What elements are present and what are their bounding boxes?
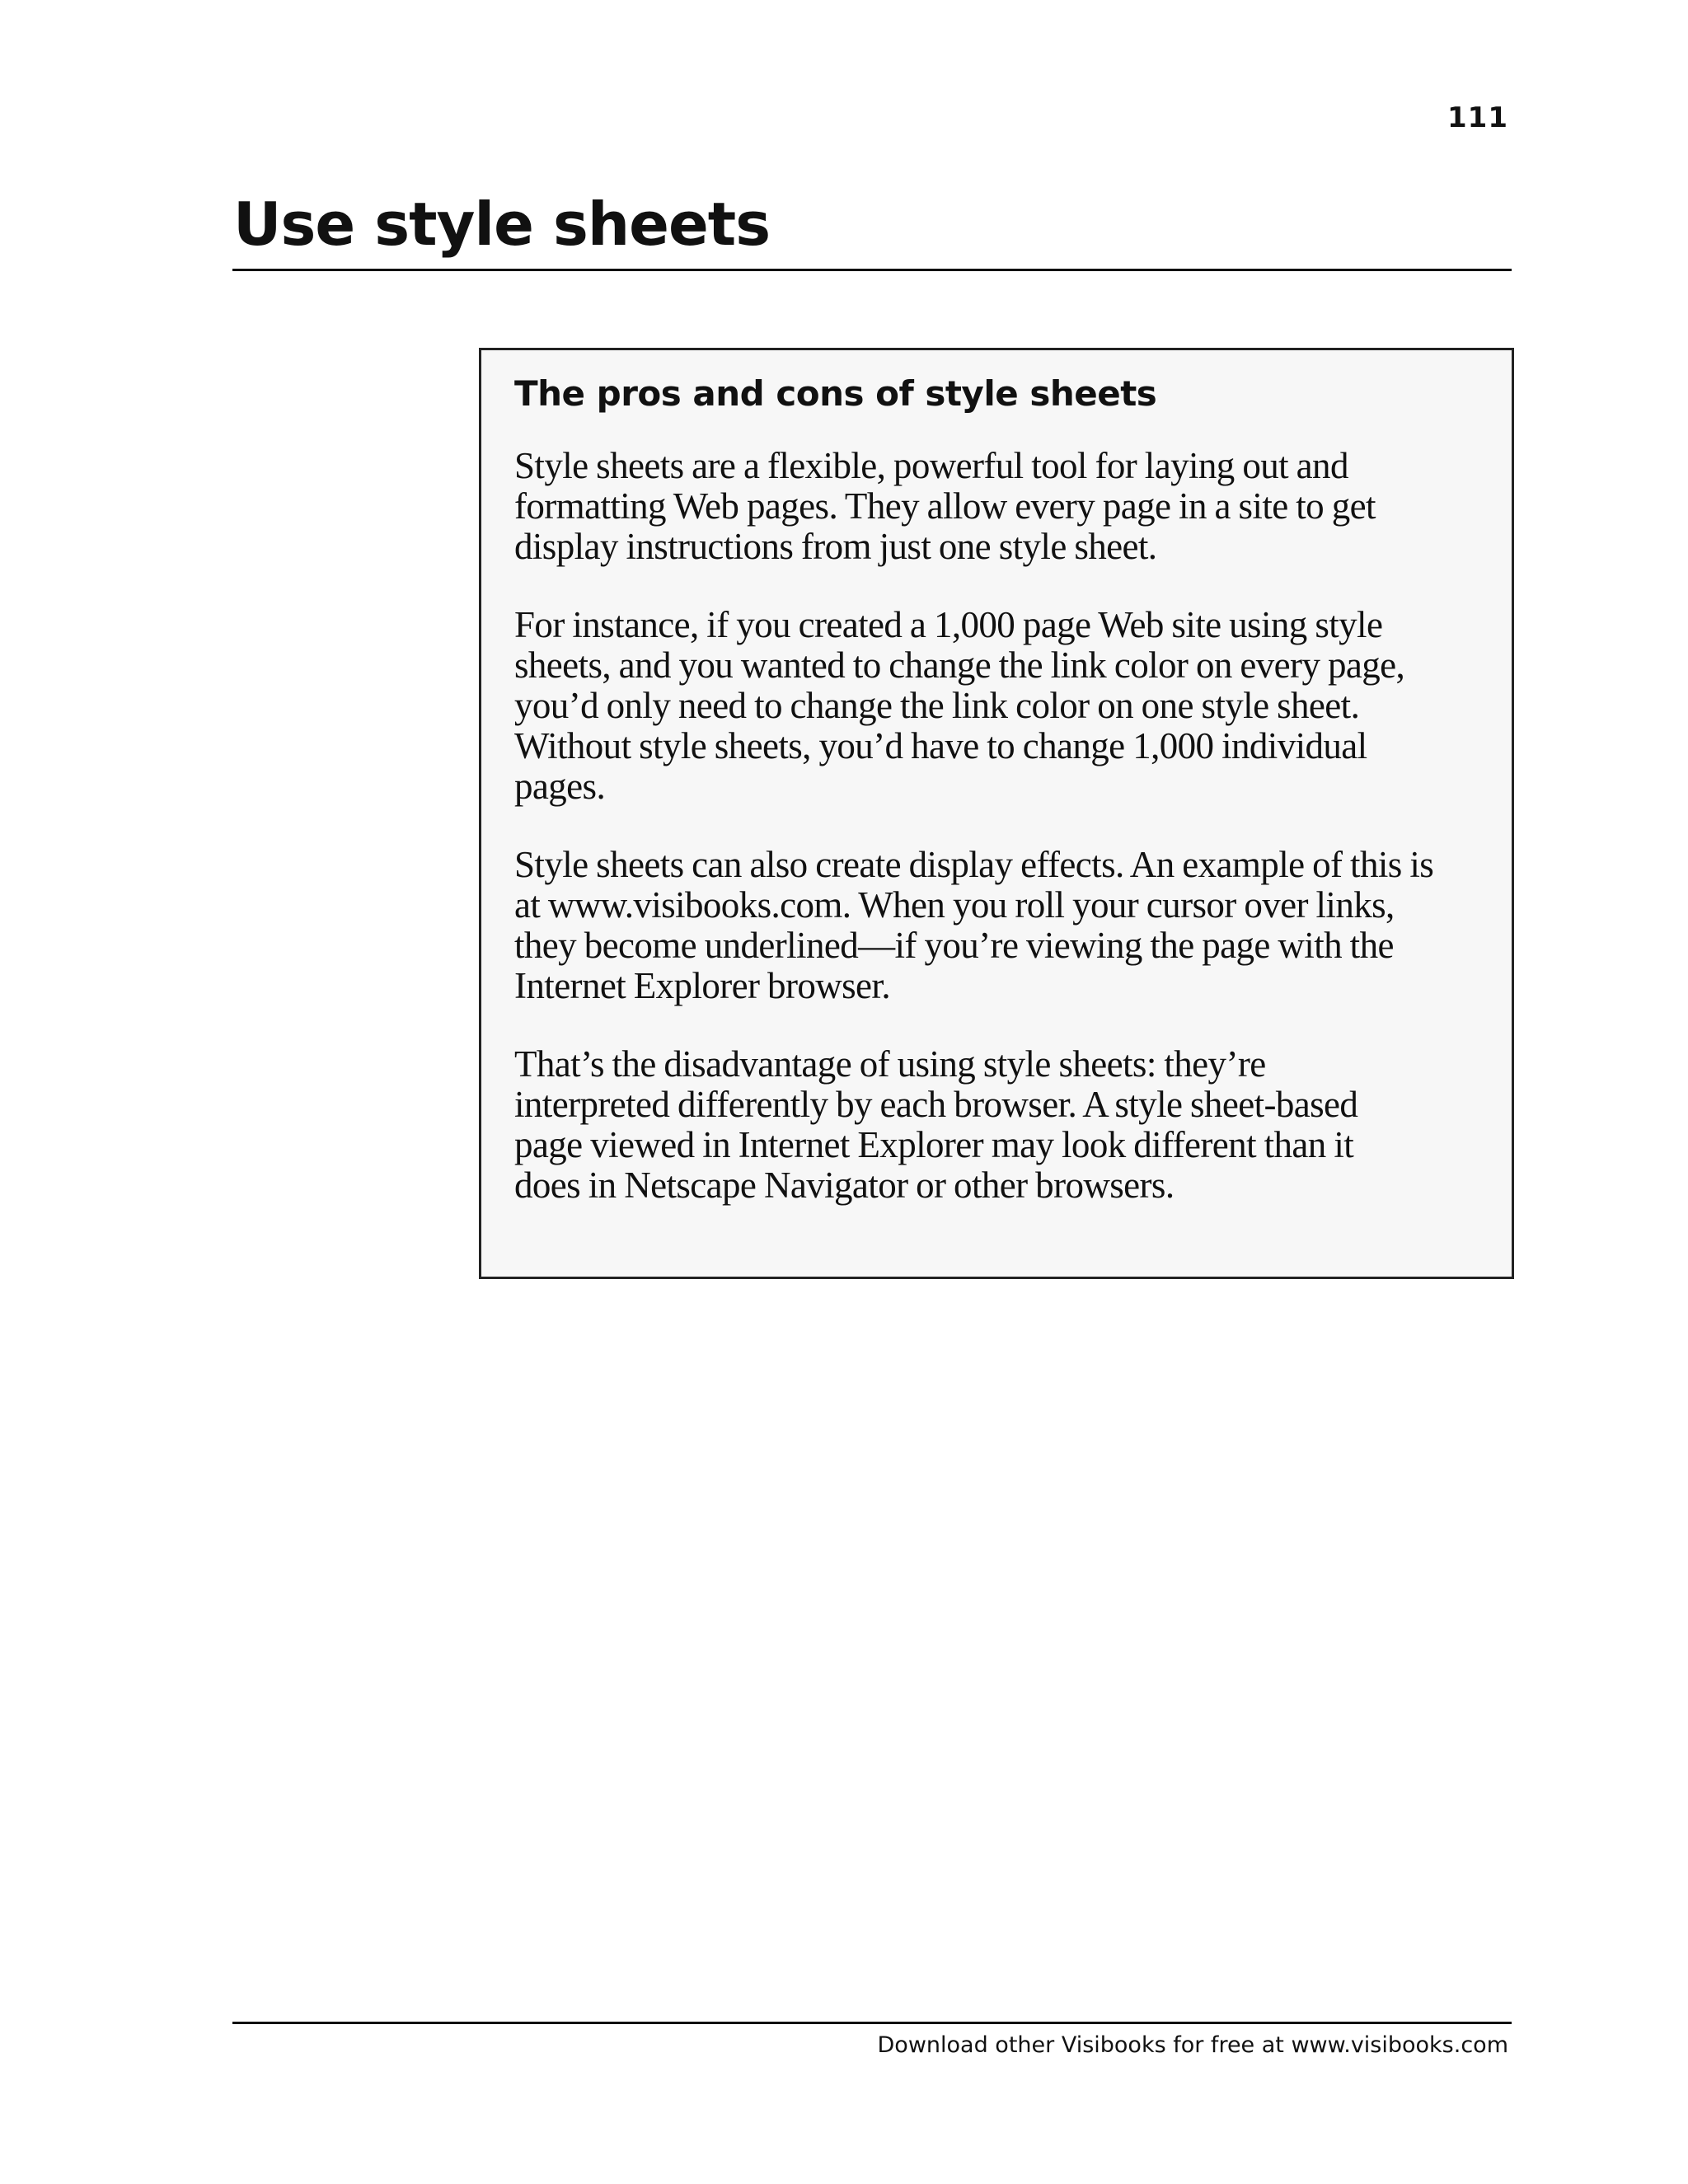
text-line: you’d only need to change the link color on one style sheet.: [514, 685, 1360, 726]
text-line: sheets, and you wanted to change the link color on every page,: [514, 644, 1405, 686]
text-line: interpreted differently by each browser. A style sheet-based: [514, 1084, 1358, 1125]
text-line: they become underlined—if you’re viewing the page with the: [514, 925, 1394, 966]
text-line: formatting Web pages. They allow every page in a site to get: [514, 485, 1376, 527]
sidebar-title: The pros and cons of style sheets: [514, 373, 1157, 414]
paragraph-example: [514, 605, 1487, 807]
text-line: page viewed in Internet Explorer may look different than it: [514, 1124, 1354, 1165]
paragraph-display-effects: [514, 845, 1487, 1006]
footer-divider: [232, 2022, 1512, 2024]
text-line: Internet Explorer browser.: [514, 965, 890, 1006]
text-line: Style sheets can also create display effects. An example of this is: [514, 844, 1434, 885]
paragraph-disadvantage: [514, 1044, 1487, 1206]
text-line: For instance, if you created a 1,000 page Web site using style: [514, 604, 1383, 645]
text-line: That’s the disadvantage of using style sheets: they’re: [514, 1043, 1266, 1085]
text-line: Without style sheets, you’d have to change 1,000 individual: [514, 725, 1367, 766]
chapter-title: Use style sheets: [233, 190, 771, 259]
page-number: 111: [1447, 101, 1508, 134]
sidebar-box: [479, 348, 1514, 1279]
sidebar-body: [514, 446, 1487, 1244]
text-line: pages.: [514, 766, 606, 807]
text-line: Style sheets are a flexible, powerful tool for laying out and: [514, 445, 1348, 486]
paragraph-flexibility: [514, 446, 1487, 567]
text-line: at www.visibooks.com. When you roll your cursor over links,: [514, 884, 1395, 926]
footer-text: Download other Visibooks for free at www.visibooks.com: [877, 2032, 1508, 2058]
text-line: does in Netscape Navigator or other browsers.: [514, 1165, 1175, 1206]
text-line: display instructions from just one style sheet.: [514, 526, 1157, 567]
title-divider: [232, 269, 1512, 271]
